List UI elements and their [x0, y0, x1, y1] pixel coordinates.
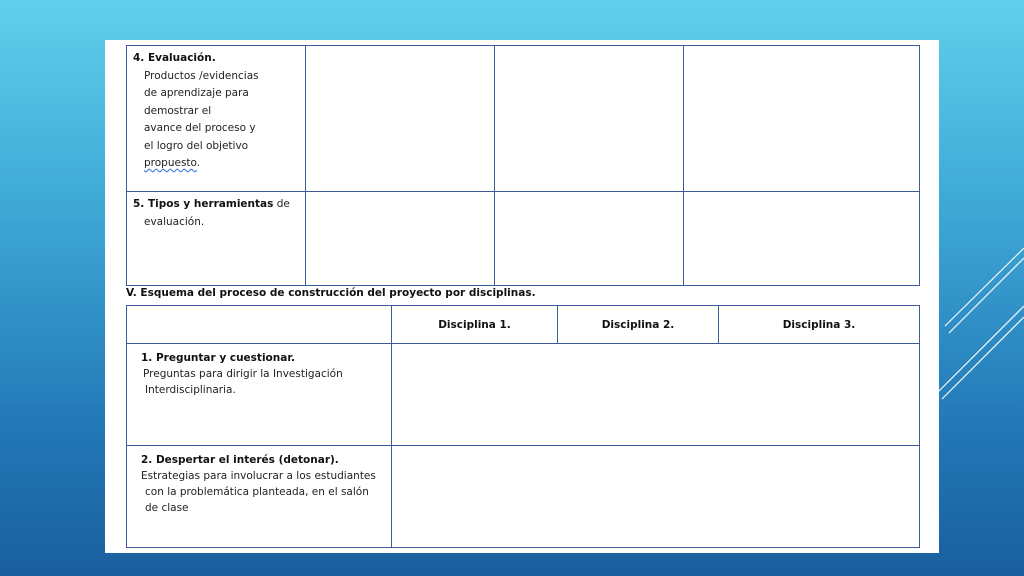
interest-title: 2. Despertar el interés (detonar). — [141, 454, 339, 466]
empty-cell[interactable] — [684, 192, 920, 286]
header-disciplina-1: Disciplina 1. — [392, 306, 558, 344]
document-page — [105, 40, 939, 553]
evaluation-line: avance del proceso y — [144, 122, 256, 134]
empty-cell[interactable] — [306, 46, 495, 192]
table-row — [127, 46, 920, 192]
evaluation-line-underlined: propuesto — [144, 157, 197, 169]
table-row — [127, 192, 920, 286]
evaluation-title: 4. Evaluación. — [133, 52, 216, 64]
interest-line: Estrategias para involucrar a los estudiantes — [141, 470, 376, 482]
interest-line: de clase — [145, 502, 189, 514]
evaluation-line: de aprendizaje para — [144, 87, 249, 99]
evaluation-line: Productos /evidencias — [144, 69, 259, 82]
disciplines-table — [126, 305, 920, 548]
table-row — [127, 344, 920, 446]
table-header-row — [127, 306, 920, 344]
evaluation-line: el logro del objetivo — [144, 139, 249, 152]
empty-cell[interactable] — [306, 192, 495, 286]
questions-line: Interdisciplinaria. — [145, 384, 236, 396]
interest-line: con la problemática planteada, en el salón — [145, 486, 369, 498]
empty-header-cell — [127, 306, 392, 344]
questions-line: Preguntas para dirigir la Investigación — [143, 368, 343, 380]
tools-line: evaluación. — [144, 215, 205, 228]
evaluation-trailing: . — [196, 157, 201, 169]
questions-label-cell — [127, 344, 392, 446]
evaluation-line: demostrar el — [144, 104, 212, 117]
table-row — [127, 446, 920, 548]
interest-label-cell — [127, 446, 392, 548]
tools-label-cell — [127, 192, 306, 286]
tools-title-rest: de — [273, 198, 290, 210]
questions-content-cell[interactable] — [392, 344, 920, 446]
evaluation-table — [126, 45, 920, 286]
header-disciplina-3: Disciplina 3. — [719, 306, 920, 344]
section-title: V. Esquema del proceso de construcción del proyecto por disciplinas. — [126, 287, 536, 299]
empty-cell[interactable] — [684, 46, 920, 192]
evaluation-label-cell — [127, 46, 306, 192]
interest-content-cell[interactable] — [392, 446, 920, 548]
header-disciplina-2: Disciplina 2. — [558, 306, 719, 344]
tools-title: 5. Tipos y herramientas — [133, 198, 274, 210]
empty-cell[interactable] — [495, 192, 684, 286]
empty-cell[interactable] — [495, 46, 684, 192]
questions-title: 1. Preguntar y cuestionar. — [141, 352, 295, 364]
